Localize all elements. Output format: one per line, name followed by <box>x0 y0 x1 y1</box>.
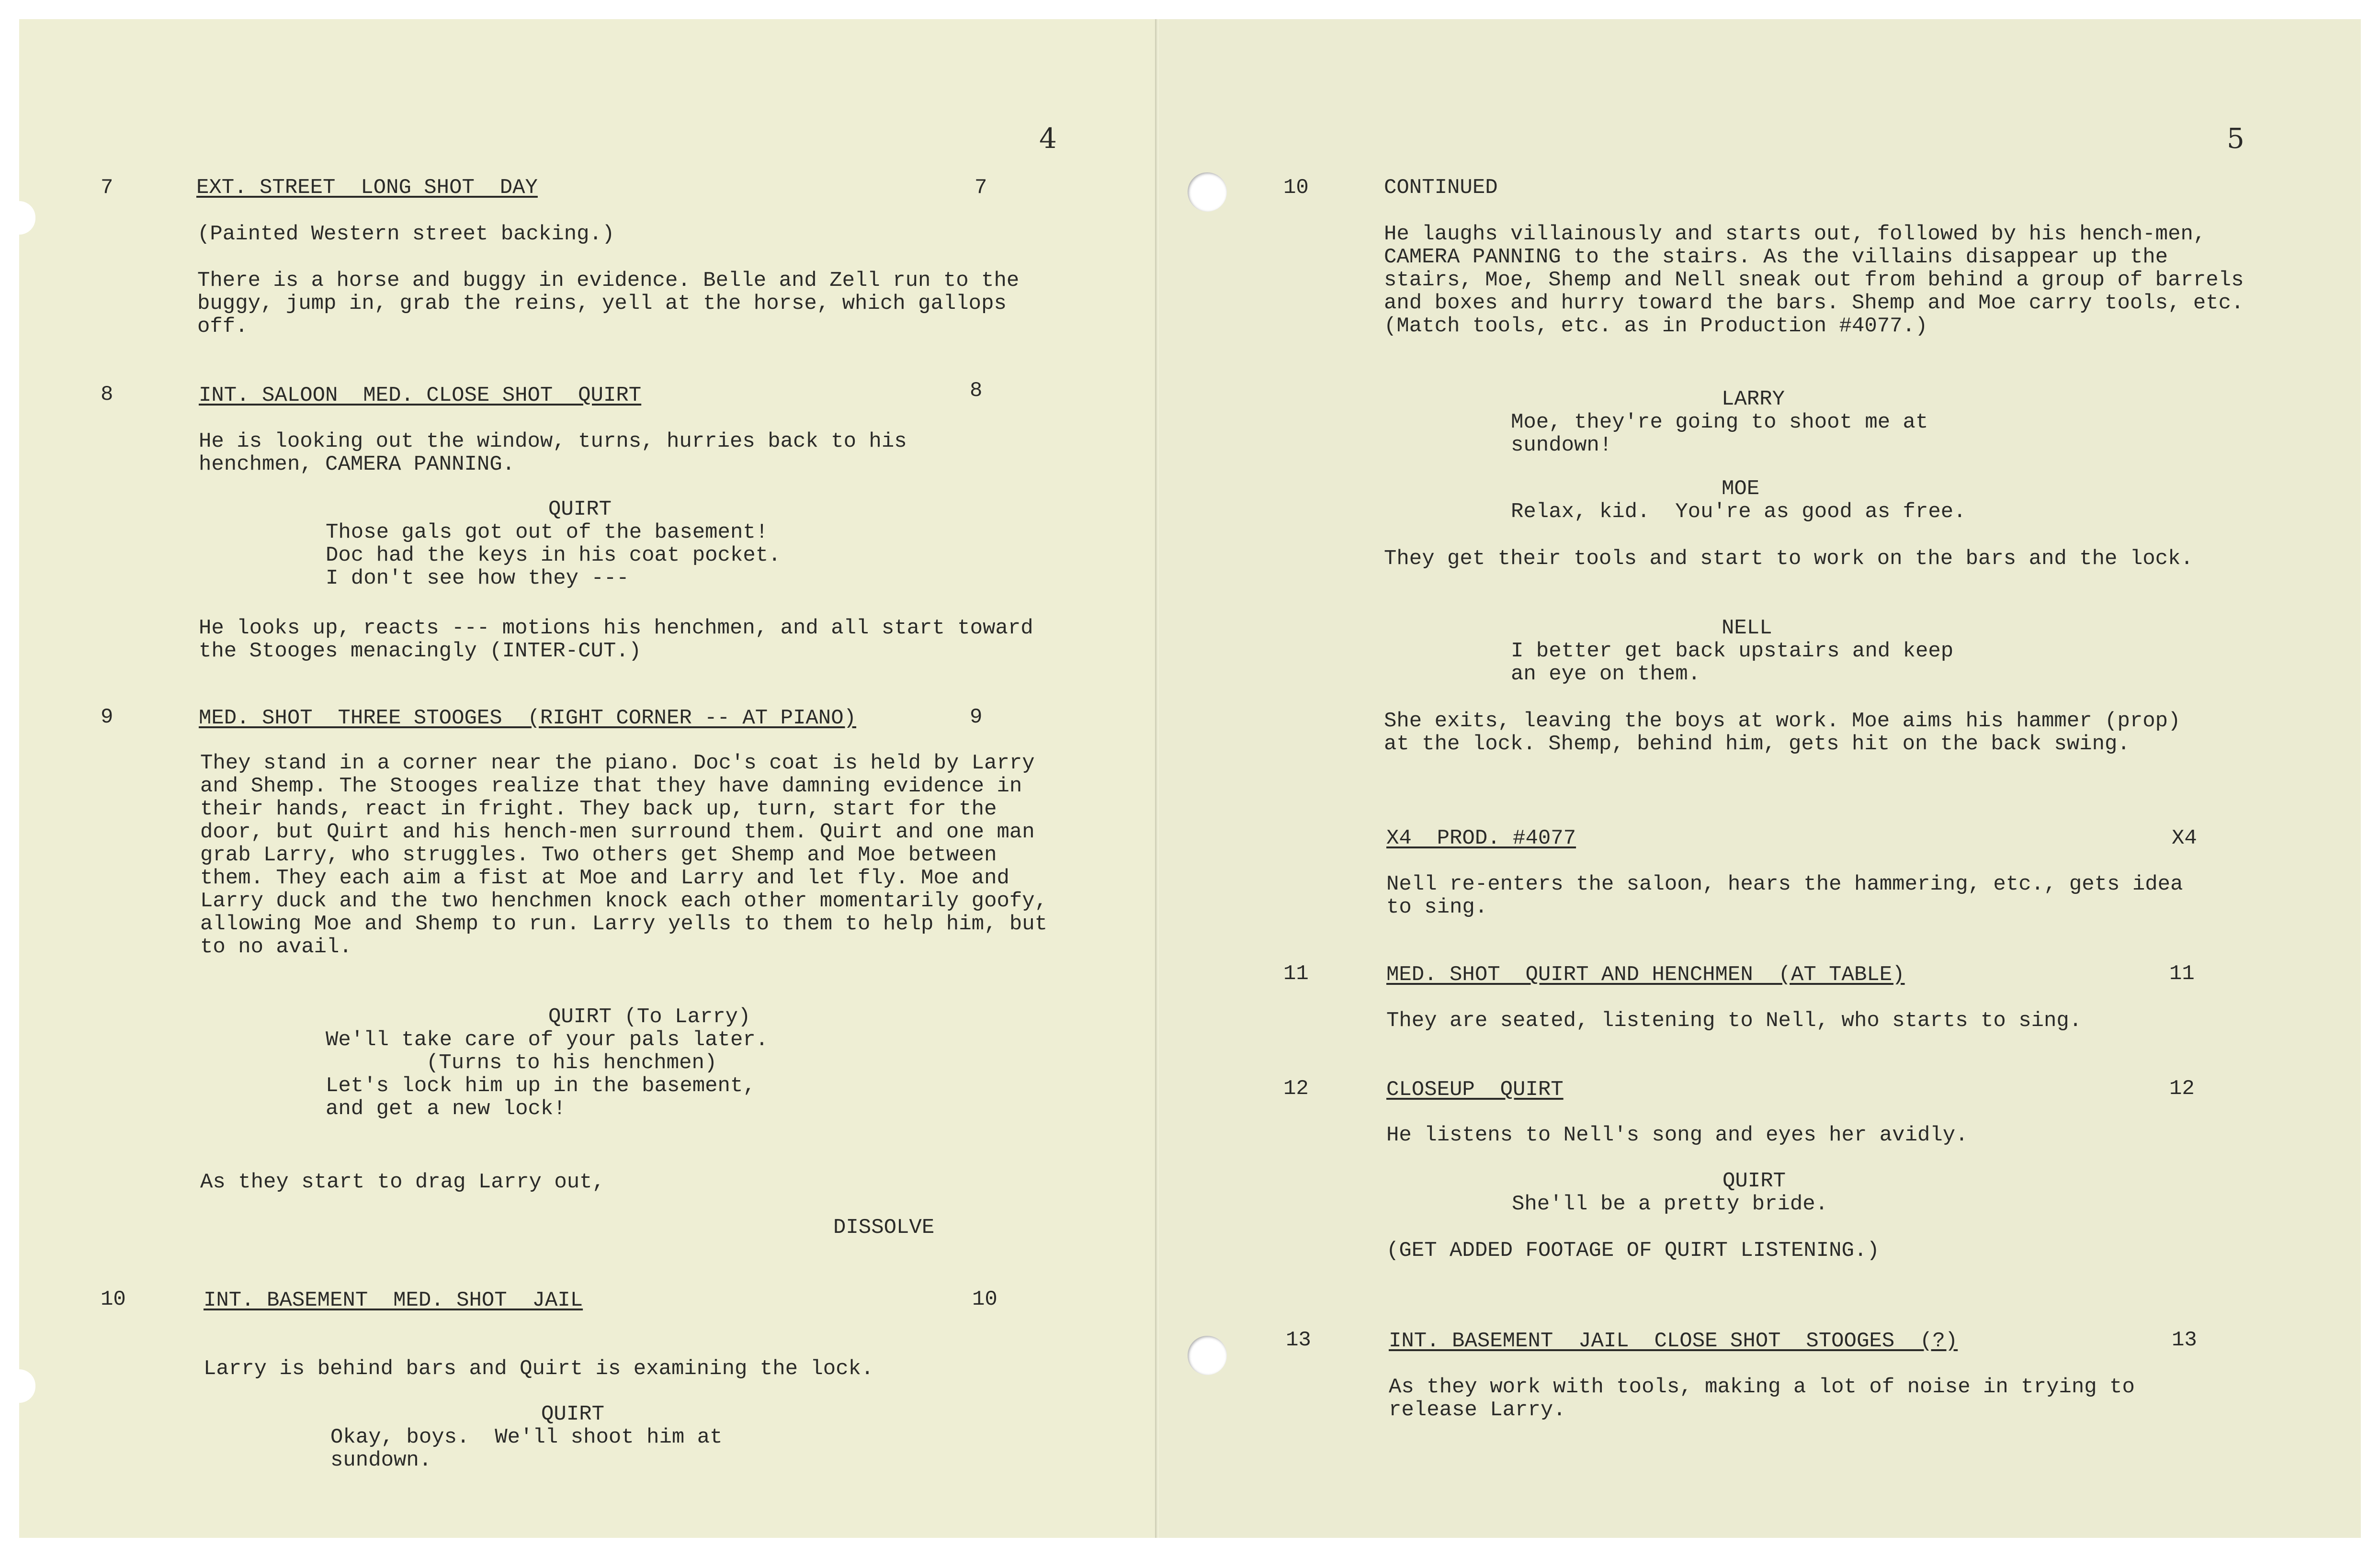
action-paragraph: He laughs villainously and starts out, followed by his hench-men, CAMERA PANNING to the stairs. As the villains disappear up the stairs, Moe, Shemp and Nell sneak out from behind a group of barrels and boxes and hurry toward the bars. Shemp and Moe carry tools, etc. (Match tools, etc. as in Production #4077.) <box>1384 222 2244 338</box>
script-spread <box>19 19 2361 1538</box>
dialogue-line: Relax, kid. You're as good as free. <box>1511 500 1966 524</box>
page-number: 4 <box>1039 122 1057 155</box>
scene-number: 10 <box>1283 176 1309 200</box>
parenthetical: (Turns to his henchmen) <box>426 1051 717 1075</box>
character-name: QUIRT <box>548 497 612 521</box>
dialogue-line: and get a new lock! <box>326 1097 566 1121</box>
dialogue-block <box>1511 617 1953 686</box>
character-name: QUIRT (To Larry) <box>548 1005 751 1029</box>
scene-number-right: 8 <box>970 379 983 403</box>
character-name: QUIRT <box>541 1402 605 1426</box>
transition: DISSOLVE <box>833 1216 935 1240</box>
page-number: 5 <box>2227 122 2244 155</box>
dialogue-line: sundown! <box>1511 433 1612 457</box>
dialogue-line: Okay, boys. We'll shoot him at <box>330 1425 723 1449</box>
scene-heading: MED. SHOT QUIRT AND HENCHMEN (AT TABLE) <box>1386 963 1905 987</box>
scene-number-right: 11 <box>2169 962 2195 986</box>
binder-hole <box>1188 1336 1227 1375</box>
action-paragraph: As they work with tools, making a lot of noise in trying to release Larry. <box>1389 1375 2135 1422</box>
dialogue-block <box>330 1403 723 1472</box>
dialogue-block <box>1512 1170 1828 1216</box>
scene-heading: CLOSEUP QUIRT <box>1386 1078 1564 1102</box>
character-name: MOE <box>1722 477 1760 501</box>
action-paragraph: (Painted Western street backing.) <box>197 222 615 246</box>
dialogue-line: I better get back upstairs and keep <box>1511 639 1954 663</box>
action-paragraph: He looks up, reacts --- motions his henchmen, and all start toward the Stooges menacingly (INTER-CUT.) <box>199 616 1033 663</box>
scene-number: 12 <box>1283 1077 1309 1101</box>
binder-hole <box>1188 172 1227 212</box>
dialogue-line: sundown. <box>330 1448 432 1472</box>
dialogue-line: Doc had the keys in his coat pocket. <box>326 543 781 567</box>
action-paragraph: Larry is behind bars and Quirt is examining the lock. <box>204 1357 874 1381</box>
left-page <box>19 19 1159 1538</box>
action-paragraph: She exits, leaving the boys at work. Moe aims his hammer (prop) at the lock. Shemp, behind him, gets hit on the back swing. <box>1384 709 2181 756</box>
dialogue-block <box>326 498 781 590</box>
scene-number-right: 9 <box>970 705 983 729</box>
scene-heading: INT. BASEMENT MED. SHOT JAIL <box>204 1288 583 1312</box>
dialogue-block <box>1511 388 1928 457</box>
binder-notch <box>19 1369 35 1403</box>
action-paragraph: He is looking out the window, turns, hurries back to his henchmen, CAMERA PANNING. <box>199 429 907 476</box>
scene-number-right: 12 <box>2169 1077 2195 1101</box>
action-paragraph: They get their tools and start to work on the bars and the lock. <box>1384 547 2193 571</box>
dialogue-line: Moe, they're going to shoot me at <box>1511 410 1928 434</box>
scene-number-right: 13 <box>2172 1328 2197 1352</box>
scene-heading: X4 PROD. #4077 <box>1386 826 1576 850</box>
scene-number: 9 <box>101 705 113 729</box>
action-paragraph: There is a horse and buggy in evidence. Belle and Zell run to the buggy, jump in, grab the reins, yell at the horse, which gallops off. <box>197 269 1020 338</box>
scene-number: 8 <box>101 383 113 406</box>
right-page <box>1159 19 2361 1538</box>
character-name: QUIRT <box>1723 1169 1786 1193</box>
dialogue-line: Those gals got out of the basement! <box>326 520 769 544</box>
action-paragraph: They stand in a corner near the piano. Doc's coat is held by Larry and Shemp. The Stooges realize that they have damning evidence in their hands, react in fright. They back up, turn, start for the door, but Quirt and his hench-men surround them. Quirt and one man grab Larry, who struggles. Two others get Shemp and Moe between them. They each aim a fist at Moe and Larry and let fly. Moe and Larry duck and the two henchmen knock each other momentarily goofy, allowing Moe and Shemp to run. Larry yells to them to help him, but to no avail. <box>200 751 1048 959</box>
action-paragraph: (GET ADDED FOOTAGE OF QUIRT LISTENING.) <box>1386 1239 1880 1263</box>
scene-heading: INT. BASEMENT JAIL CLOSE SHOT STOOGES (?) <box>1389 1329 1958 1353</box>
scene-number-right: 10 <box>972 1287 997 1311</box>
scene-heading: MED. SHOT THREE STOOGES (RIGHT CORNER -- AT PIANO) <box>199 706 857 730</box>
dialogue-line: an eye on them. <box>1511 662 1701 686</box>
scene-heading: INT. SALOON MED. CLOSE SHOT QUIRT <box>199 384 642 407</box>
character-name: NELL <box>1722 616 1772 640</box>
scene-number: 11 <box>1283 962 1309 986</box>
dialogue-block <box>1511 477 1966 523</box>
action-paragraph: He listens to Nell's song and eyes her avidly. <box>1386 1123 1968 1147</box>
action-paragraph: As they start to drag Larry out, <box>200 1170 605 1194</box>
action-paragraph: They are seated, listening to Nell, who starts to sing. <box>1386 1009 2082 1033</box>
scene-number-right: X4 <box>2172 826 2197 850</box>
dialogue-line: We'll take care of your pals later. <box>326 1028 769 1052</box>
scene-number: 10 <box>101 1287 126 1311</box>
binder-notch <box>19 201 35 235</box>
dialogue-line: I don't see how they --- <box>326 566 629 590</box>
scene-heading: CONTINUED <box>1384 176 1498 200</box>
dialogue-line: Let's lock him up in the basement, <box>326 1074 756 1098</box>
scene-number: 13 <box>1286 1328 1311 1352</box>
character-name: LARRY <box>1722 387 1785 411</box>
dialogue-line: She'll be a pretty bride. <box>1512 1192 1828 1216</box>
scene-heading: EXT. STREET LONG SHOT DAY <box>196 176 538 200</box>
scene-number: 7 <box>101 176 113 200</box>
action-paragraph: Nell re-enters the saloon, hears the hammering, etc., gets idea to sing. <box>1386 872 2183 919</box>
dialogue-block <box>326 1005 768 1120</box>
scene-number-right: 7 <box>975 176 987 200</box>
